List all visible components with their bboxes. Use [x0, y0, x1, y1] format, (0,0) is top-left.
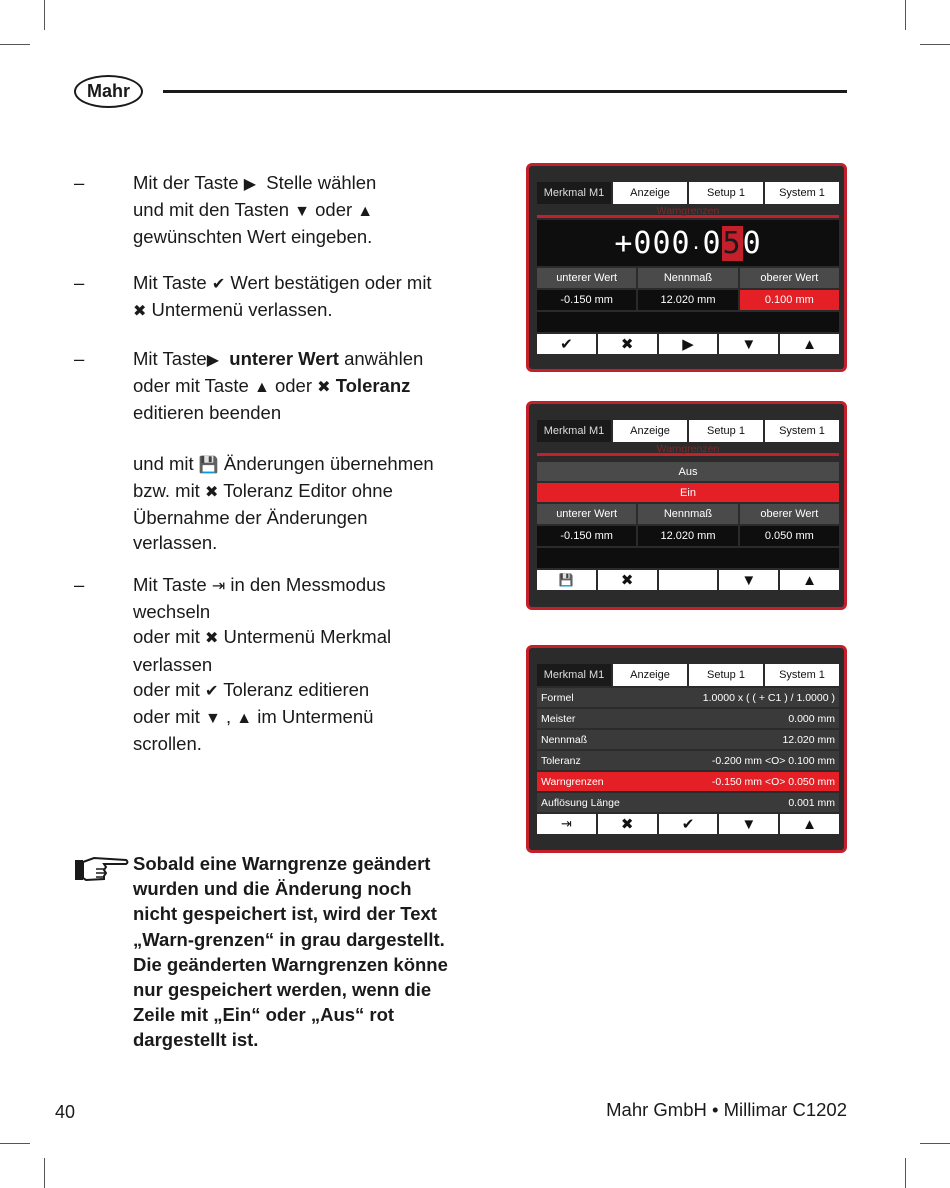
limits-value-row	[537, 526, 839, 546]
list-item-label: Formel	[541, 691, 574, 704]
up-arrow-icon: ▲	[254, 379, 270, 397]
bullet-dash: –	[74, 574, 85, 595]
up-arrow-icon: ▲	[357, 203, 374, 221]
list-item[interactable]	[537, 793, 839, 812]
crop-mark	[905, 1158, 906, 1188]
list-item-value: 0.000 mm	[788, 712, 835, 725]
check-icon: ✔	[204, 682, 219, 700]
pointing-hand-icon	[74, 852, 130, 886]
value-nominal: 12.020 mm	[638, 526, 737, 546]
limits-value-row	[537, 290, 839, 310]
screen-subtitle: Warngrenzen	[537, 204, 839, 218]
bullet-dash: –	[74, 172, 85, 193]
instruction-item-2: Mit Taste ✔ Wert bestätigen oder mit ✖ Untermenü verlassen.	[133, 272, 432, 321]
value-digit: 0	[633, 225, 653, 261]
list-item-label: Warngrenzen	[541, 775, 604, 788]
list-item-label: Meister	[541, 712, 576, 725]
list-item[interactable]	[537, 709, 839, 728]
spacer-bar	[537, 312, 839, 332]
tab-bar	[537, 182, 839, 204]
tab-system[interactable]: System 1	[765, 664, 839, 686]
confirm-button[interactable]: ✔	[659, 814, 718, 834]
crop-mark	[44, 1158, 45, 1188]
list-item-value: -0.200 mm <O> 0.100 mm	[711, 754, 835, 767]
header-nominal: Nennmaß	[638, 268, 737, 288]
softkey-bar	[537, 334, 839, 354]
cross-icon: ✖	[204, 630, 219, 648]
cancel-button[interactable]: ✖	[598, 570, 657, 590]
value-nominal: 12.020 mm	[638, 290, 737, 310]
down-button[interactable]: ▼	[719, 570, 778, 590]
up-button[interactable]: ▲	[780, 814, 839, 834]
softkey-bar	[537, 814, 839, 834]
list-item-value: -0.150 mm <O> 0.050 mm	[711, 775, 835, 788]
device-screen-2	[526, 401, 847, 610]
crop-mark	[44, 0, 45, 30]
tab-system[interactable]: System 1	[765, 182, 839, 204]
tab-setup[interactable]: Setup 1	[689, 420, 763, 442]
crop-mark	[920, 1143, 950, 1144]
value-digit: 0	[671, 225, 691, 261]
device-screen-3	[526, 645, 847, 853]
tab-setup[interactable]: Setup 1	[689, 664, 763, 686]
list-item-value: 12.020 mm	[782, 733, 835, 746]
up-button[interactable]: ▲	[780, 334, 839, 354]
cancel-button[interactable]: ✖	[598, 334, 657, 354]
list-item-label: Auflösung Länge	[541, 796, 620, 809]
list-item[interactable]	[537, 751, 839, 770]
value-upper[interactable]: 0.100 mm	[740, 290, 839, 310]
save-icon: 💾	[198, 456, 219, 474]
mahr-logo: Mahr	[74, 75, 143, 108]
softkey-bar	[537, 570, 839, 590]
header-lower: unterer Wert	[537, 504, 636, 524]
limits-header-row	[537, 268, 839, 288]
tab-merkmal[interactable]: Merkmal M1	[537, 182, 611, 204]
value-upper[interactable]: 0.050 mm	[740, 526, 839, 546]
cross-icon: ✖	[204, 484, 219, 501]
tab-system[interactable]: System 1	[765, 420, 839, 442]
tab-setup[interactable]: Setup 1	[689, 182, 763, 204]
instruction-item-4: Mit Taste ⇥ in den Messmodus wechseln oder mit ✖ Untermenü Merkmal verlassen oder mit ✔ Toleranz editieren oder mit ▼ , ▲ im Untermenü scrollen.	[133, 574, 392, 755]
tab-anzeige[interactable]: Anzeige	[613, 420, 687, 442]
crop-mark	[905, 0, 906, 30]
value-digit: 0	[702, 225, 722, 261]
tab-bar	[537, 664, 839, 686]
header-rule	[163, 90, 847, 93]
down-button[interactable]: ▼	[719, 334, 778, 354]
right-button[interactable]: ▶	[659, 334, 718, 354]
bullet-dash: –	[74, 272, 85, 293]
tab-bar	[537, 420, 839, 442]
header-upper: oberer Wert	[740, 504, 839, 524]
value-digit: +	[614, 225, 634, 261]
list-item[interactable]	[537, 688, 839, 707]
right-arrow-icon: ▶	[206, 352, 219, 369]
tab-merkmal[interactable]: Merkmal M1	[537, 420, 611, 442]
value-lower[interactable]: -0.150 mm	[537, 526, 636, 546]
screen-subtitle: Warngrenzen	[537, 442, 839, 456]
value-editor[interactable]	[537, 220, 839, 266]
crop-mark	[920, 44, 950, 45]
up-button[interactable]: ▲	[780, 570, 839, 590]
cross-icon: ✖	[317, 379, 331, 397]
bullet-dash: –	[74, 348, 85, 369]
footer-publisher: Mahr GmbH • Millimar C1202	[606, 1099, 847, 1120]
value-decimal: .	[690, 232, 703, 254]
exit-icon: ⇥	[211, 578, 226, 595]
tab-merkmal[interactable]: Merkmal M1	[537, 664, 611, 686]
down-button[interactable]: ▼	[719, 814, 778, 834]
value-digit-selected: 5	[722, 225, 742, 261]
check-icon: ✔	[211, 276, 226, 293]
crop-mark	[0, 1143, 30, 1144]
down-arrow-icon: ▼	[204, 710, 221, 728]
list-item-selected[interactable]	[537, 772, 839, 791]
crop-mark	[0, 44, 30, 45]
up-arrow-icon: ▲	[236, 710, 253, 728]
header-nominal: Nennmaß	[638, 504, 737, 524]
cross-icon: ✖	[133, 303, 147, 321]
list-item-value: 0.001 mm	[788, 796, 835, 809]
page-number: 40	[55, 1102, 76, 1122]
note-text: Sobald eine Warngrenze geändert wurden und die Änderung noch nicht gespeichert ist, wird der Text „Warn-grenzen“ in grau dargestellt. Die geänderten Warngrenzen könne nur gespeichert werden, wenn die Zeile mit „Ein“ oder „Aus“ rot dargestellt ist.	[133, 853, 448, 1051]
instruction-item-3: Mit Taste▶ unterer Wert anwählen oder mit Taste ▲ oder ✖ Toleranz editieren beenden und mit 💾 Änderungen übernehmen bzw. mit ✖ Toleranz Editor ohne Übernahme der Änderungen verlassen.	[133, 348, 434, 554]
device-screen-1	[526, 163, 847, 372]
limits-header-row	[537, 504, 839, 524]
exit-button[interactable]: ⇥	[537, 814, 596, 834]
down-arrow-icon: ▼	[294, 203, 310, 221]
option-ein[interactable]: Ein	[537, 483, 839, 502]
value-digit: 0	[742, 225, 762, 261]
spacer-bar	[537, 548, 839, 568]
list-item-label: Nennmaß	[541, 733, 588, 746]
list-item-value: 1.0000 x ( ( + C1 ) / 1.0000 )	[702, 691, 835, 704]
header-upper: oberer Wert	[740, 268, 839, 288]
instruction-item-1: Mit der Taste ▶ Stelle wählen und mit den Tasten ▼ oder ▲ gewünschten Wert eingeben.	[133, 172, 377, 248]
right-arrow-icon: ▶	[243, 176, 257, 193]
save-button[interactable]: 💾	[537, 570, 596, 590]
list-item-label: Toleranz	[541, 754, 581, 767]
header-lower: unterer Wert	[537, 268, 636, 288]
option-aus[interactable]: Aus	[537, 462, 839, 481]
tab-anzeige[interactable]: Anzeige	[613, 664, 687, 686]
empty-button[interactable]	[659, 570, 718, 590]
tab-anzeige[interactable]: Anzeige	[613, 182, 687, 204]
value-digit: 0	[652, 225, 672, 261]
confirm-button[interactable]: ✔	[537, 334, 596, 354]
cancel-button[interactable]: ✖	[598, 814, 657, 834]
list-item[interactable]	[537, 730, 839, 749]
value-lower[interactable]: -0.150 mm	[537, 290, 636, 310]
